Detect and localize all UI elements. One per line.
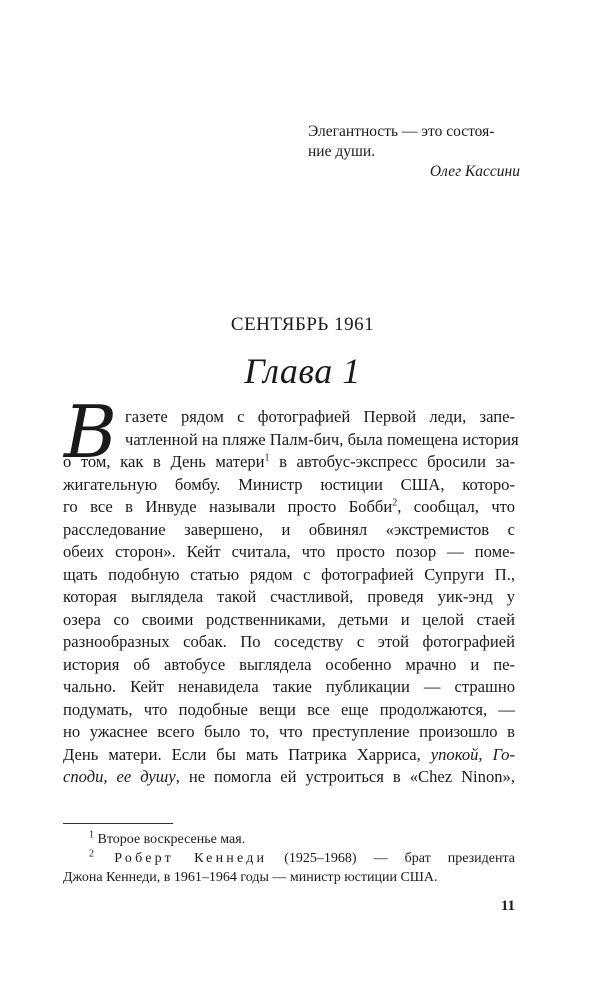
body-line: обеих сторон». Кейт считала, что просто позор — поме- bbox=[63, 542, 515, 561]
footnote-ref-1[interactable]: 1 bbox=[264, 452, 270, 464]
epigraph bbox=[308, 122, 520, 182]
body-text-span: , не помогла ей устроиться в «Chez Ninon», bbox=[175, 767, 515, 786]
body-line: чально. Кейт ненавидела такие публикации — страшно bbox=[63, 677, 515, 696]
body-line: но ужаснее всего было то, что преступление произошло в bbox=[63, 722, 515, 741]
body-line: щать подобную статью рядом с фотографией Супруги П., bbox=[63, 564, 515, 584]
body-italic-span: упокой, Го- bbox=[430, 744, 515, 764]
body-line: история об автобусе выглядела особенно мрачно и пе- bbox=[63, 654, 515, 674]
body-text-span: в автобус-экспресс бросили за- bbox=[269, 452, 516, 471]
footnote-2-number: 2 bbox=[89, 848, 94, 860]
body-line: расследование завершено, и обвинял «экстремистов с bbox=[63, 519, 515, 539]
body-line bbox=[63, 496, 515, 519]
body-line: которая выглядела такой счастливой, проведя уик-энд у bbox=[63, 587, 515, 606]
footnote-rule bbox=[63, 823, 173, 824]
footnote-1-text: Второе воскресенье мая. bbox=[94, 832, 246, 847]
footnote-1 bbox=[63, 830, 515, 849]
footnote-ref-2[interactable]: 2 bbox=[392, 497, 398, 509]
epigraph-line-1: Элегантность — это состоя- bbox=[308, 123, 495, 140]
footnote-2-name: Роберт Кеннеди bbox=[94, 851, 268, 866]
footnotes bbox=[63, 830, 515, 887]
footnote-1-number: 1 bbox=[89, 829, 94, 841]
chapter-title: Глава 1 bbox=[244, 351, 361, 391]
body-line bbox=[63, 451, 515, 474]
body-line: газете рядом с фотографией Первой леди, запе- bbox=[125, 407, 515, 426]
chapter-body bbox=[63, 406, 519, 789]
body-line: подумать, что подобные вещи все еще продолжаются, — bbox=[63, 699, 515, 719]
body-line: чатленной на пляже Палм-бич, была помещена история bbox=[125, 429, 519, 449]
body-text-span: День матери. Если бы мать Патрика Харриса, bbox=[63, 744, 431, 764]
body-italic-span: споди, ее душу bbox=[63, 767, 176, 786]
footnote-2 bbox=[63, 849, 515, 868]
epigraph-line-2: ние души. bbox=[308, 143, 376, 160]
body-line: разнообразных собак. По соседству с этой фотографией bbox=[63, 632, 515, 651]
page-number: 11 bbox=[500, 898, 515, 914]
footnote-2-text: (1925–1968) — брат президента bbox=[267, 851, 515, 866]
body-line: озера со своими родственниками, детьми и целой стаей bbox=[63, 609, 515, 629]
body-text-span: го все в Инвуде называли просто Бобби bbox=[63, 497, 393, 516]
body-line: жигательную бомбу. Министр юстиции США, которо- bbox=[63, 474, 515, 494]
part-title: СЕНТЯБРЬ 1961 bbox=[230, 314, 375, 335]
body-text-span: , сообщал, что bbox=[397, 497, 515, 516]
body-line bbox=[63, 744, 515, 767]
drop-cap: В bbox=[64, 390, 117, 474]
body-line bbox=[63, 766, 515, 789]
epigraph-author: Олег Кассини bbox=[429, 163, 520, 180]
footnote-2-line-2: Джона Кеннеди, в 1961–1964 годы — министр юстиции США. bbox=[63, 870, 438, 885]
body-text-span: о том, как в День матери bbox=[63, 452, 265, 471]
